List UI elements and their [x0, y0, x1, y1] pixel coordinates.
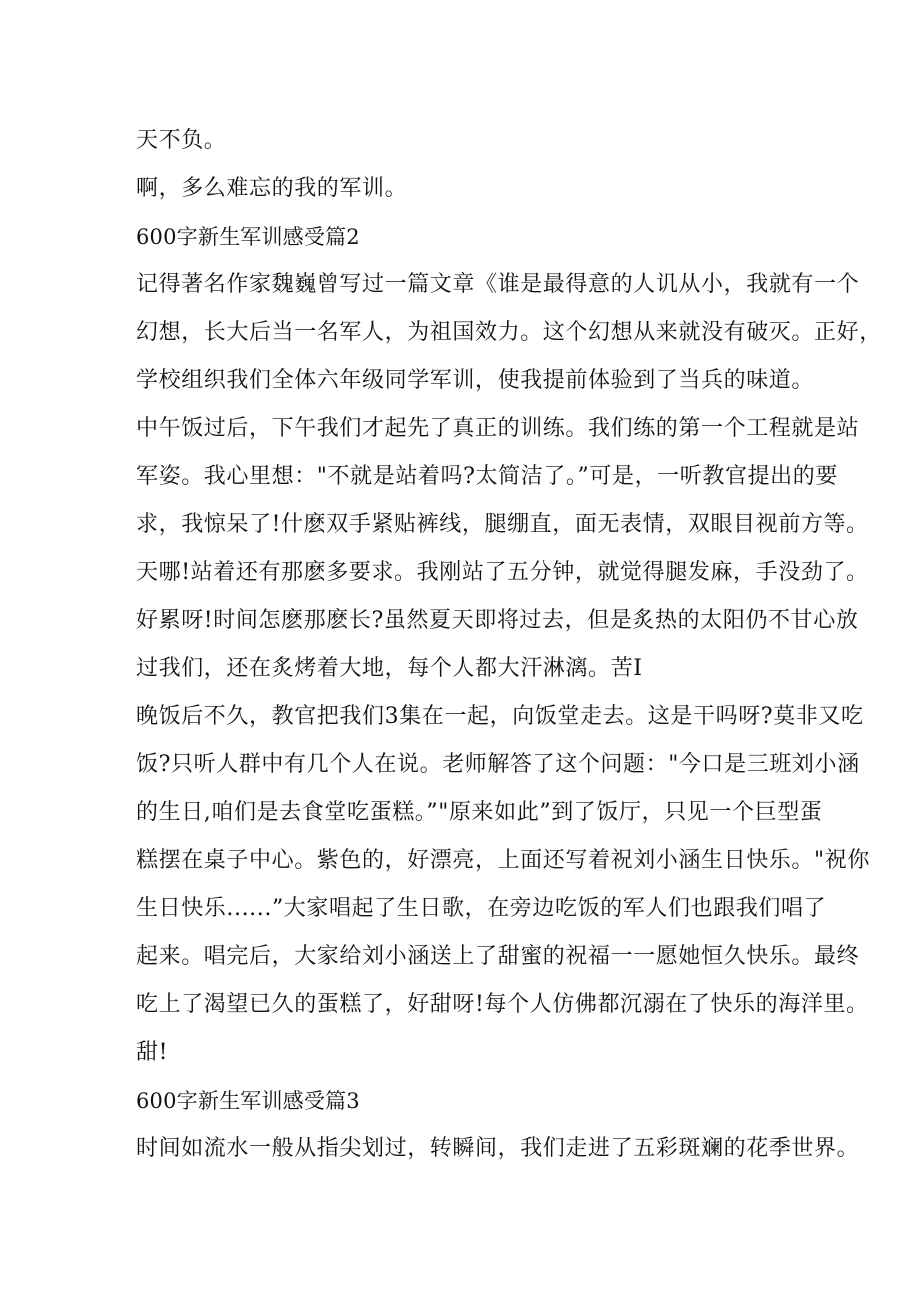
- section-heading: 600字新生军训感受篇3: [136, 1089, 360, 1113]
- paragraph-line: 天哪!站着还有那麽多要求。我刚站了五分钟，就觉得腿发麻，手没劲了。: [136, 560, 869, 585]
- paragraph-line: 饭?只听人群中有几个人在说。老师解答了这个问题："今口是三班刘小涵: [136, 752, 860, 777]
- paragraph-line: 生日快乐......”大家唱起了生日歌，在旁边吃饭的军人们也跟我们唱了: [136, 896, 827, 921]
- paragraph-line: 求，我惊呆了!什麽双手紧贴裤线，腿绷直，面无表情，双眼目视前方等。: [136, 512, 869, 537]
- paragraph-line: 幻想，长大后当一名军人，为祖国效力。这个幻想从来就没有破灭。正好，: [136, 320, 882, 345]
- paragraph-line: 中午饭过后，下午我们才起先了真正的训练。我们练的第一个工程就是站: [136, 416, 860, 441]
- paragraph-line: 军姿。我心里想："不就是站着吗?太简洁了。”可是，一听教官提出的要: [136, 464, 838, 489]
- paragraph-line: 吃上了渴望已久的蛋糕了，好甜呀!每个人仿佛都沉溺在了快乐的海洋里。: [136, 992, 869, 1017]
- paragraph-line: 记得著名作家魏巍曾写过一篇文章《谁是最得意的人讥从小，我就有一个: [136, 272, 860, 297]
- paragraph-line: 糕摆在桌子中心。紫色的，好漂亮，上面还写着祝刘小涵生日快乐。"祝你: [136, 848, 870, 873]
- paragraph-line: 的生日,咱们是去食堂吃蛋糕。”"原来如此”到了饭厅，只见一个巨型蛋: [136, 800, 823, 825]
- paragraph-line: 学校组织我们全体六年级同学军训，使我提前体验到了当兵的味道。: [136, 368, 815, 393]
- paragraph-line: 甜!: [136, 1040, 169, 1065]
- paragraph-line: 啊，多么难忘的我的军训。: [136, 176, 408, 201]
- paragraph-line: 晚饭后不久，教官把我们3集在一起，向饭堂走去。这是干吗呀?莫非又吃: [136, 704, 864, 729]
- paragraph-line: 起来。唱完后，大家给刘小涵送上了甜蜜的祝福一一愿她恒久快乐。最终: [136, 944, 860, 969]
- paragraph-line: 好累呀!时间怎麽那麽长?虽然夏天即将过去，但是炙热的太阳仍不甘心放: [136, 608, 859, 633]
- section-heading: 600字新生军训感受篇2: [136, 225, 360, 249]
- paragraph-line: 时间如流水一般从指尖划过，转瞬间，我们走进了五彩斑斓的花季世界。: [136, 1136, 860, 1161]
- paragraph-line: 过我们，还在炙烤着大地，每个人都大汗淋漓。苦I: [136, 656, 643, 681]
- paragraph-line: 天不负。: [136, 128, 227, 153]
